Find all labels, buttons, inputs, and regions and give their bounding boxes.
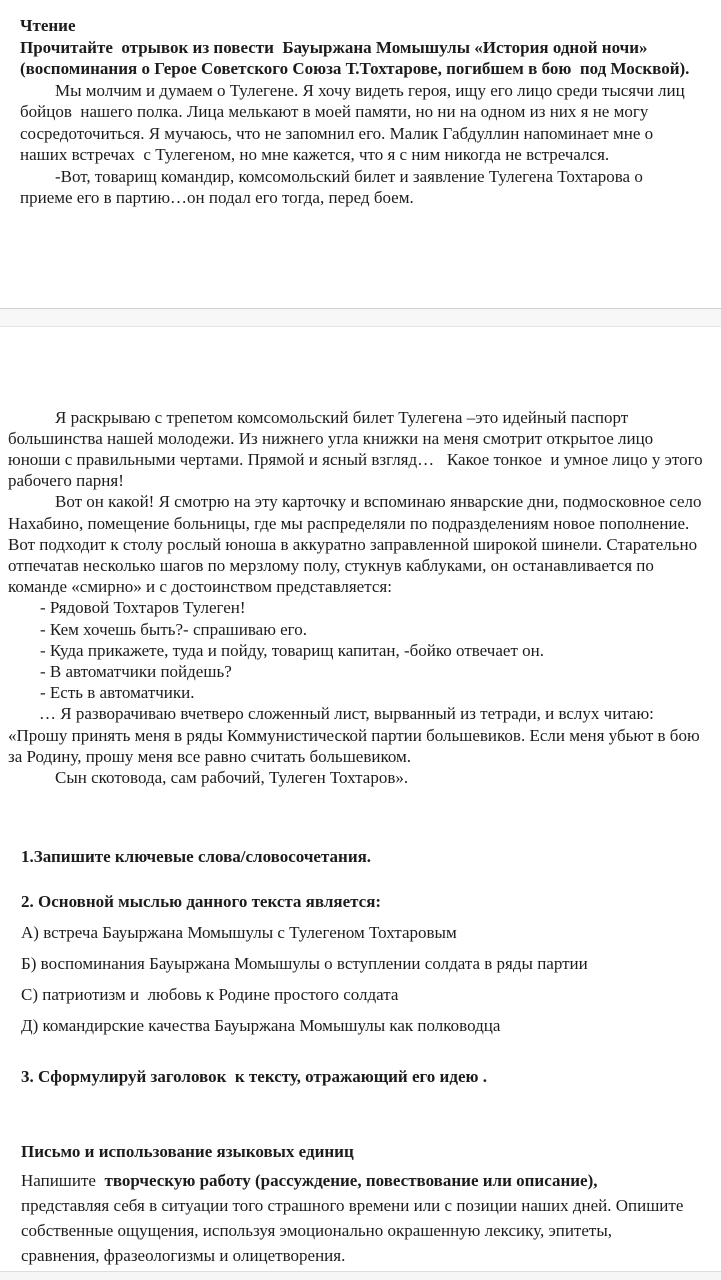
dialogue-line-2: - Кем хочешь быть?- спрашиваю его. <box>40 619 307 639</box>
reading-heading: Чтение <box>20 16 76 35</box>
question-3: 3. Сформулируй заголовок к тексту, отражающий его идею . <box>21 1067 487 1087</box>
answer-option-b: Б) воспоминания Бауыржана Момышулы о вступлении солдата в ряды партии <box>21 954 588 974</box>
reading-paragraph-6: Сын скотовода, сам рабочий, Тулеген Тохтаров». <box>55 767 409 787</box>
writing-instruction-prefix: Напишите <box>21 1171 105 1191</box>
reading-task: Прочитайте отрывок из повести Бауыржана Момышулы «История одной ночи» (воспоминания о Герое Советского Союза Т.Тохтарове, погибшем в бою под Москвой). <box>20 37 690 78</box>
question-2: 2. Основной мыслью данного текста является: <box>21 892 382 912</box>
writing-section <box>0 1141 721 1268</box>
writing-instruction <box>21 1168 692 1268</box>
reading-section-bottom <box>0 327 721 789</box>
answer-option-c: С) патриотизм и любовь к Родине простого солдата <box>21 985 399 1005</box>
answer-option-d: Д) командирские качества Бауыржана Момышулы как полководца <box>21 1016 501 1036</box>
reading-section-top <box>0 0 721 209</box>
bottom-page-edge <box>0 1271 721 1280</box>
dialogue-line-4: - В автоматчики пойдешь? <box>40 661 232 681</box>
reading-paragraph-1: Мы молчим и думаем о Тулегене. Я хочу видеть героя, ищу его лицо среди тысячи лиц бойцов нашего полка. Лица мелькают в моей памяти, но ни на одном из них я не могу сосредоточиться. Я мучаюсь, что не запомнил его. Малик Габдуллин напоминает мне о наших встречах с Тулегеном, но мне кажется, что я с ним никогда не встречался. <box>20 80 689 164</box>
dialogue-line-5: - Есть в автоматчики. <box>40 683 195 703</box>
reading-paragraph-2: -Вот, товарищ командир, комсомольский билет и заявление Тулегена Тохтарова о приеме его в партию…он подал его тогда, перед боем. <box>20 166 648 207</box>
answer-option-a: А) встреча Бауыржана Момышулы с Тулегеном Тохтаровым <box>21 923 457 943</box>
page-separator <box>0 308 721 327</box>
reading-paragraph-5: … Я разворачиваю вчетверо сложенный лист, вырванный из тетради, и вслух читаю: «Прошу принять меня в ряды Коммунистической партии большевиков. Если меня убьют в бою за Родину, прошу меня все равно считать большевиком. <box>8 704 704 766</box>
writing-instruction-bold: творческую работу (рассуждение, повествование или описание), <box>104 1171 598 1191</box>
reading-paragraph-3: Я раскрываю с трепетом комсомольский билет Тулегена –это идейный паспорт большинства нашей молодежи. Из нижнего угла книжки на меня смотрит открытое лицо юноши с правильными чертами. Прямой и ясный взгляд… Какое тонкое и умное лицо у этого рабочего парня! <box>8 407 707 491</box>
dialogue-line-1: - Рядовой Тохтаров Тулеген! <box>40 598 246 618</box>
questions-section <box>0 846 721 1088</box>
reading-paragraph-4: Вот он какой! Я смотрю на эту карточку и вспоминаю январские дни, подмосковное село Нахабино, помещение больницы, где мы распределяли по подразделениям новое пополнение. Вот подходит к столу рослый юноша в аккуратно заправленной широкой шинели. Старательно отпечатав несколько шагов по мерзлому полу, стукнув каблуками, он останавливается по команде «смирно» и с достоинством представляется: <box>8 492 706 597</box>
writing-instruction-rest: представляя себя в ситуации того страшного времени или с позиции наших дней. Опишите собственные ощущения, используя эмоционально окрашенную лексику, эпитеты, сравнения, фразеологизмы и олицетворения. <box>21 1171 692 1266</box>
dialogue-line-3: - Куда прикажете, туда и пойду, товарищ капитан, -бойко отвечает он. <box>40 640 544 660</box>
question-1: 1.Запишите ключевые слова/словосочетания. <box>21 847 372 867</box>
writing-heading: Письмо и использование языковых единиц <box>21 1142 354 1162</box>
